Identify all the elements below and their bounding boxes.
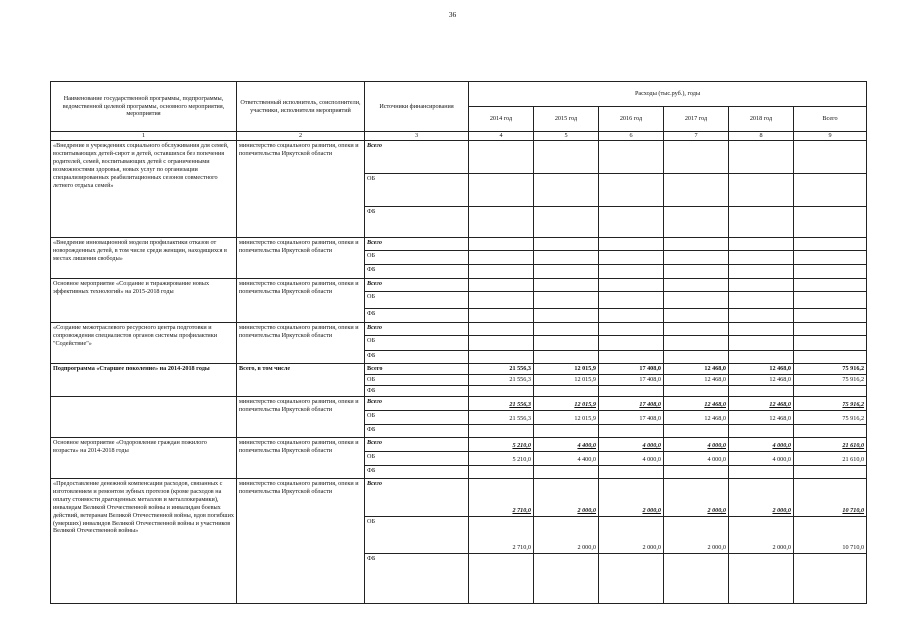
value-cell: 12 015,9 bbox=[534, 410, 599, 424]
table-row bbox=[51, 238, 867, 251]
source-fb: ФБ bbox=[365, 553, 469, 603]
executor: Всего, в том числе bbox=[237, 364, 365, 397]
header-sources: Источники финансирования bbox=[365, 82, 469, 132]
value-cell: 4 000,0 bbox=[599, 437, 664, 451]
value-cell: 2 000,0 bbox=[534, 516, 599, 553]
value-cell: 5 210,0 bbox=[469, 437, 534, 451]
activity-name: «Предоставление денежной компенсации расходов, связанных с изготовлением и ремонтом зубных протезов (кроме расходов на оплату стоимости драгоценных металлов и металлокерамики), инвалидам Великой Отечественной войны и инвалидам боевых действий, ветеранам Великой Отечественной войны, вдов погибших (умерших) инвалидов Великой Отечественной войны и участников Великой Отечественной войны» bbox=[51, 478, 237, 603]
column-number: 2 bbox=[237, 132, 365, 141]
value-cell: 21 610,0 bbox=[794, 437, 867, 451]
column-number: 8 bbox=[729, 132, 794, 141]
value-cell: 4 000,0 bbox=[664, 451, 729, 465]
activity-name: Основное мероприятие «Создание и тиражирование новых эффективных технологий» на 2015-2018 годы bbox=[51, 279, 237, 323]
value-cell: 21 556,3 bbox=[469, 374, 534, 385]
value-cell: 2 000,0 bbox=[729, 478, 794, 516]
table-row bbox=[51, 478, 867, 516]
header-expenses: Расходы (тыс.руб.), годы bbox=[469, 82, 867, 107]
value-cell: 17 408,0 bbox=[599, 410, 664, 424]
value-cell: 17 408,0 bbox=[599, 364, 664, 375]
header-year: 2018 год bbox=[729, 107, 794, 132]
source-ob: ОБ bbox=[365, 451, 469, 465]
value-cell: 21 556,3 bbox=[469, 410, 534, 424]
value-cell: 4 000,0 bbox=[729, 451, 794, 465]
value-cell: 4 400,0 bbox=[534, 451, 599, 465]
expenses-table bbox=[50, 81, 867, 604]
header-year: 2015 год bbox=[534, 107, 599, 132]
source-total: Всего bbox=[365, 238, 469, 251]
value-cell: 12 015,9 bbox=[534, 396, 599, 410]
source-fb: ФБ bbox=[365, 385, 469, 396]
executor: министерство социального развития, опеки и попечительства Иркутской области bbox=[237, 238, 365, 279]
source-fb: ФБ bbox=[365, 351, 469, 364]
source-fb: ФБ bbox=[365, 424, 469, 437]
source-ob: ОБ bbox=[365, 516, 469, 553]
column-number: 5 bbox=[534, 132, 599, 141]
value-cell: 21 556,3 bbox=[469, 396, 534, 410]
source-ob: ОБ bbox=[365, 336, 469, 351]
header-year: 2016 год bbox=[599, 107, 664, 132]
value-cell: 2 000,0 bbox=[729, 516, 794, 553]
column-number: 4 bbox=[469, 132, 534, 141]
column-number: 1 bbox=[51, 132, 237, 141]
value-cell: 10 710,0 bbox=[794, 516, 867, 553]
value-cell: 12 468,0 bbox=[664, 364, 729, 375]
value-cell: 12 015,9 bbox=[534, 364, 599, 375]
header-name: Наименование государственной программы, подпрограммы, ведомственной целевой программы, основного мероприятия, мероприятия bbox=[51, 82, 237, 132]
value-cell: 12 468,0 bbox=[664, 410, 729, 424]
column-number: 6 bbox=[599, 132, 664, 141]
header-year: 2017 год bbox=[664, 107, 729, 132]
executor: министерство социального развития, опеки и попечительства Иркутской области bbox=[237, 396, 365, 437]
source-ob: ОБ bbox=[365, 410, 469, 424]
source-ob: ОБ bbox=[365, 174, 469, 207]
value-cell: 12 468,0 bbox=[664, 374, 729, 385]
value-cell: 12 468,0 bbox=[729, 410, 794, 424]
value-cell: 17 408,0 bbox=[599, 374, 664, 385]
value-cell: 12 468,0 bbox=[729, 396, 794, 410]
value-cell: 10 710,0 bbox=[794, 478, 867, 516]
value-cell: 2 000,0 bbox=[599, 478, 664, 516]
activity-name: «Внедрение в учреждениях социального обслуживания для семей, воспитывающих детей-сирот и детей, оставшихся без попечения родителей, семей, воспитывающих детей с ограниченными возможностями здоровья, новых услуг по организации специализированных реабилитационных сезонов совместного летнего отдыха семей» bbox=[51, 141, 237, 238]
subprogram-name: Подпрограмма «Старшее поколение» на 2014-2018 годы bbox=[51, 364, 237, 397]
column-number: 7 bbox=[664, 132, 729, 141]
source-fb: ФБ bbox=[365, 207, 469, 238]
column-numbers-row bbox=[51, 132, 867, 141]
value-cell: 5 210,0 bbox=[469, 451, 534, 465]
value-cell: 75 916,2 bbox=[794, 410, 867, 424]
table-row bbox=[51, 364, 867, 375]
value-cell: 2 710,0 bbox=[469, 478, 534, 516]
value-cell: 12 468,0 bbox=[729, 364, 794, 375]
header-executor: Ответственный исполнитель, соисполнители, участники, исполнители мероприятий bbox=[237, 82, 365, 132]
value-cell: 12 468,0 bbox=[664, 396, 729, 410]
value-cell: 2 000,0 bbox=[664, 516, 729, 553]
value-cell: 4 400,0 bbox=[534, 437, 599, 451]
executor: министерство социального развития, опеки и попечительства Иркутской области bbox=[237, 478, 365, 603]
header-year: 2014 год bbox=[469, 107, 534, 132]
source-total: Всего bbox=[365, 437, 469, 451]
column-number: 3 bbox=[365, 132, 469, 141]
value-cell: 2 000,0 bbox=[599, 516, 664, 553]
source-total: Всего bbox=[365, 478, 469, 516]
header-total: Всего bbox=[794, 107, 867, 132]
value-cell: 21 556,3 bbox=[469, 364, 534, 375]
table-row bbox=[51, 437, 867, 451]
value-cell: 75 916,2 bbox=[794, 364, 867, 375]
value-cell: 4 000,0 bbox=[599, 451, 664, 465]
value-cell: 4 000,0 bbox=[664, 437, 729, 451]
source-total: Всего bbox=[365, 364, 469, 375]
source-total: Всего bbox=[365, 279, 469, 292]
executor: министерство социального развития, опеки и попечительства Иркутской области bbox=[237, 279, 365, 323]
table-row bbox=[51, 396, 867, 410]
page-number: 36 bbox=[448, 10, 457, 19]
source-fb: ФБ bbox=[365, 265, 469, 279]
value-cell: 2 000,0 bbox=[664, 478, 729, 516]
source-ob: ОБ bbox=[365, 292, 469, 309]
value-cell: 2 710,0 bbox=[469, 516, 534, 553]
source-fb: ФБ bbox=[365, 309, 469, 323]
source-total: Всего bbox=[365, 141, 469, 174]
value-cell: 2 000,0 bbox=[534, 478, 599, 516]
activity-name: Основное мероприятие «Оздоровление граждан пожилого возраста» на 2014-2018 годы bbox=[51, 437, 237, 478]
value-cell: 21 610,0 bbox=[794, 451, 867, 465]
source-ob: ОБ bbox=[365, 251, 469, 265]
value-cell: 12 468,0 bbox=[729, 374, 794, 385]
activity-name: «Внедрение инновационной модели профилактики отказов от новорожденных детей, в том числе среди женщин, находящихся в местах лишения свободы» bbox=[51, 238, 237, 279]
source-total: Всего bbox=[365, 323, 469, 336]
executor: министерство социального развития, опеки и попечительства Иркутской области bbox=[237, 437, 365, 478]
column-number: 9 bbox=[794, 132, 867, 141]
executor: министерство социального развития, опеки и попечительства Иркутской области bbox=[237, 323, 365, 364]
value-cell: 12 015,9 bbox=[534, 374, 599, 385]
value-cell: 4 000,0 bbox=[729, 437, 794, 451]
table-row bbox=[51, 141, 867, 174]
activity-name: «Создание межотраслевого ресурсного центра подготовки и сопровождения специалистов органов системы профилактики "Содействие"» bbox=[51, 323, 237, 364]
source-ob: ОБ bbox=[365, 374, 469, 385]
executor: министерство социального развития, опеки и попечительства Иркутской области bbox=[237, 141, 365, 238]
value-cell: 75 916,2 bbox=[794, 374, 867, 385]
source-total: Всего bbox=[365, 396, 469, 410]
value-cell: 75 916,2 bbox=[794, 396, 867, 410]
table-row bbox=[51, 279, 867, 292]
value-cell: 17 408,0 bbox=[599, 396, 664, 410]
table-row bbox=[51, 323, 867, 336]
source-fb: ФБ bbox=[365, 465, 469, 478]
